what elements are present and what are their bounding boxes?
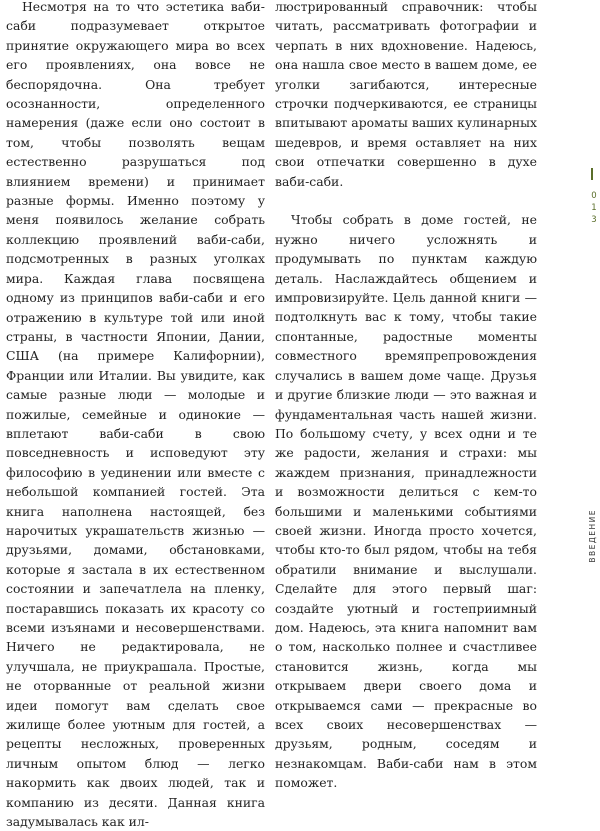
page-number-digit-3: 3 bbox=[591, 215, 597, 225]
page-number-digit-2: 1 bbox=[591, 203, 597, 213]
right-paragraph-1: люстрированный справочник: чтобы читать, рассматривать фотографии и черпать в них вдохновение. Надеюсь, она нашла свое место в вашем доме, ее уголки загибаются, интересные строчки подчеркиваются, ее страницы впитывают ароматы ваших кулинарных шедевров, и время оставляет на них свои отпечатки совершенно в духе ваби-саби. bbox=[275, 0, 537, 189]
page-number bbox=[588, 190, 600, 226]
right-text-column bbox=[275, 0, 537, 793]
left-paragraph-1: Несмотря на то что эстетика ваби-саби подразумевает открытое принятие окружающего мира во всех его проявлениях, она вовсе не беспорядочна. Она требует осознанности, определенного намерения (даже если оно состоит в том, чтобы позволять вещам естественно разрушаться под влиянием времени) и принимает разные формы. Именно поэтому у меня появилось желание собрать коллекцию проявлений ваби-саби, подсмотренных в разных уголках мира. Каждая глава посвящена одному из принципов ваби-саби и его отражению в культуре той или иной страны, в частности Японии, Дании, США (на примере Калифорнии), Франции или Италии. Вы увидите, как самые разные люди — молодые и пожилые, семейные и одинокие — вплетают ваби-саби в свою повседневность и исповедуют эту философию в уединении или вместе с небольшой компанией гостей. Эта книга наполнена настоящей, без нарочитых украшательств жизнью — друзьями, домами, обстановками, которые я застала в их естественном состоянии и запечатлела на пленку, постаравшись показать их красоту со всеми изъянами и несовершенствами. Ничего не редактировала, не улучшала, не приукрашала. Простые, не оторванные от реальной жизни идеи помогут вам сделать свое жилище более уютным для гостей, а рецепты несложных, проверенных личным опытом блюд — легко накормить как двоих людей, так и компанию из десяти. Данная книга задумывалась как ил- bbox=[6, 0, 265, 830]
section-label: ВВЕДЕНИЕ bbox=[588, 509, 597, 563]
right-paragraph-2: Чтобы собрать в доме гостей, не нужно ничего усложнять и продумывать по пунктам каждую деталь. Наслаждайтесь общением и импровизируйте. Цель данной книги — подтолкнуть вас к тому, чтобы такие спонтанные, радостные моменты совместного времяпрепровождения случались в вашем доме чаще. Друзья и другие близкие люди — это важная и фундаментальная часть нашей жизни. По большому счету, у всех одни и те же радости, желания и страхи: мы жаждем признания, принадлежности и возможности делиться с кем-то большими и маленькими событиями своей жизни. Иногда просто хочется, чтобы кто-то был рядом, чтобы на тебя обратили внимание и выслушали. Сделайте для этого первый шаг: создайте уютный и гостеприимный дом. Надеюсь, эта книга напомнит вам о том, насколько полнее и счастливее становится жизнь, когда мы открываем двери своего дома и открываемся сами — прекрасные во всех своих несовершенствах — друзьям, родным, соседям и незнакомцам. Ваби-саби нам в этом поможет. bbox=[275, 212, 537, 791]
page-number-digit-1: 0 bbox=[591, 191, 597, 201]
left-text-column bbox=[6, 0, 265, 831]
margin-accent-dash bbox=[591, 168, 593, 180]
